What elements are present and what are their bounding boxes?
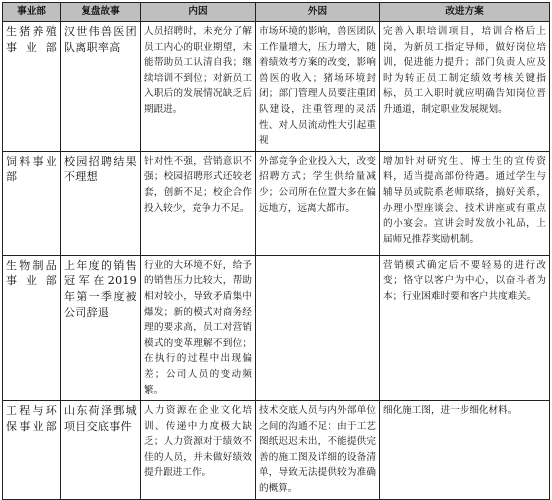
header-row xyxy=(3,3,550,22)
external-cause-cell: 外部竞争企业投入大，改变招聘方式；学生供给量减少；公司所在位置大多在偏远地方，远离大都市。 xyxy=(256,151,380,255)
case-cell: 汉世伟兽医团队离职率高 xyxy=(61,22,141,152)
table-row xyxy=(3,22,550,152)
internal-cause-cell: 行业的大环境不好，给予的销售压力比较大，帮助相对较小，导致矛盾集中爆发；新的模式对商务经理的要求高，员工对营销模式的变革理解不到位；在执行的过程中出现偏差；公司人员的变动频繁。 xyxy=(141,255,256,400)
internal-cause-cell: 人力资源在企业文化培训、传递中力度极大缺乏；人力资源对于绩效不佳的人员，并未做好绩效提升跟进工作。 xyxy=(141,401,256,500)
external-cause-cell: 市场环境的影响，兽医团队工作量增大，压力增大，随着绩效考方案的改变，影响兽医的收入；猪场环境封闭；部门管理人员要注重团队建设，注重管理的灵活性、对人员流动性大引起重视 xyxy=(256,22,380,152)
table-row xyxy=(3,151,550,255)
header-internal: 内因 xyxy=(141,3,256,22)
header-external: 外因 xyxy=(256,3,380,22)
review-table xyxy=(2,2,550,500)
case-cell: 上年度的销售冠军在2019年第一季度被公司辞退 xyxy=(61,255,141,400)
unit-cell: 饲料事业部 xyxy=(3,151,61,255)
external-cause-cell xyxy=(256,255,380,400)
unit-cell: 工程与环保事业部 xyxy=(3,401,61,500)
internal-cause-cell: 针对性不强，营销意识不强；校园招聘形式还较老套，创新不足；校企合作投入较少，竞争力不足。 xyxy=(141,151,256,255)
table-row xyxy=(3,401,550,500)
improvement-cell: 细化施工图，进一步细化材料。 xyxy=(380,401,550,500)
table-row xyxy=(3,255,550,400)
improvement-cell: 营销模式确定后不要轻易的进行改变；恪守以客户为中心，以奋斗者为本；行业困难时要和客户共度难关。 xyxy=(380,255,550,400)
improvement-cell: 增加针对研究生、博士生的宣传资料，适当提高部份待遇。通过学生与辅导员或院系老师联络，搞好关系，办理小型座谈会、技术讲座或有重点的小宴会。宣讲会时发放小礼品，上届师兄推荐奖励机制。 xyxy=(380,151,550,255)
case-cell: 山东荷泽鄄城项目交底事件 xyxy=(61,401,141,500)
improvement-cell: 完善入职培训项目，培训合格后上岗，为新员工指定导师，做好岗位培训，促进能力提升；部门负责人应及时为转正员工制定绩效考核关键指标，员工入职时就应明确告知岗位晋升通道，制定职业发展规划。 xyxy=(380,22,550,152)
internal-cause-cell: 人员招聘时，未充分了解员工内心的职业期望，未能帮助员工认清自我；继续培训不到位；对新员工入职后的发展情况缺乏后期跟进。 xyxy=(141,22,256,152)
header-improvement: 改进方案 xyxy=(380,3,550,22)
header-case: 复盘故事 xyxy=(61,3,141,22)
case-cell: 校园招聘结果不理想 xyxy=(61,151,141,255)
external-cause-cell: 技术交底人员与内外部单位之间的沟通不足：由于工艺图纸迟迟未出，不能提供完善的施工图及详细的设备清单，导致无法提供较为准确的概算。 xyxy=(256,401,380,500)
unit-cell: 生物制品事业部 xyxy=(3,255,61,400)
unit-cell: 生猪养殖事业部 xyxy=(3,22,61,152)
header-unit: 事业部 xyxy=(3,3,61,22)
